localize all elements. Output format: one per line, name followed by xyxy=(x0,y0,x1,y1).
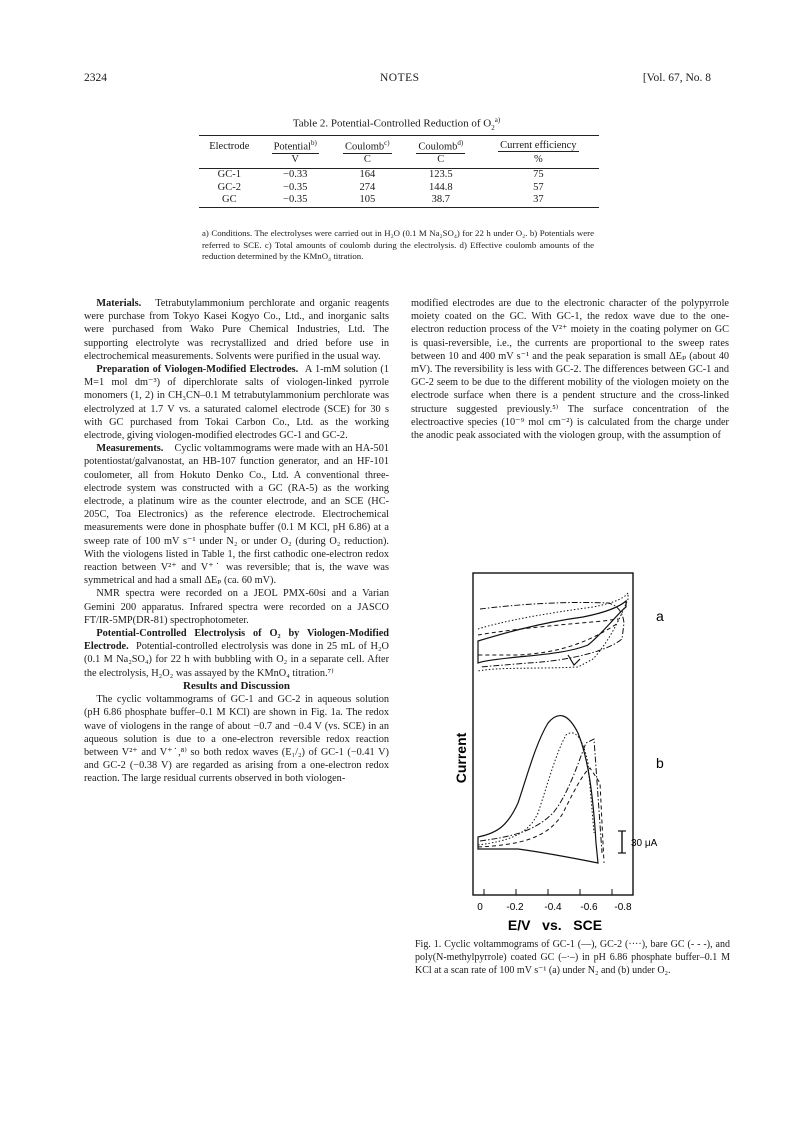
electrolysis-text: Potential-controlled electrolysis was done in 25 mL of H₂O (0.1 M Na₂SO₄) for 22 h with bubbling with O₂ in a separate cell. After the electrolysis, H₂O₂ was assayed by the KMnO₄ titration.⁷⁾ xyxy=(84,641,389,679)
col-header-efficiency xyxy=(478,136,599,154)
x-tick-label: 0 xyxy=(477,902,483,913)
left-column xyxy=(84,297,389,786)
page-number: 2324 xyxy=(84,72,107,84)
table-cell: 38.7 xyxy=(431,194,450,205)
header-sup: d) xyxy=(457,139,464,147)
table-cell: 75 xyxy=(533,169,544,180)
panel-a-label: a xyxy=(656,608,664,624)
table-caption-sub: 2 xyxy=(491,123,495,132)
x-axis-label: E/V vs. SCE xyxy=(507,917,603,933)
panel-b-label: b xyxy=(656,755,664,771)
x-tick-labels xyxy=(477,902,632,913)
col-header-electrode xyxy=(199,136,260,154)
table-row xyxy=(199,182,599,195)
table-cell: 123.5 xyxy=(428,169,453,180)
electrolysis-paragraph xyxy=(84,627,389,680)
measurements-heading: Measurements. xyxy=(96,443,164,455)
x-axis-ticks xyxy=(484,889,612,895)
materials-text: Tetrabutylammonium perchlorate and organic reagents were purchase from Tokyo Kasei Kogyo Co., Ltd., and inorganic salts were purchased from Wako Pure Chemical Industries, Ltd. The supporting electrolyte was recrystallized and dried before use in electrochemical measurements. Solvents were purified in the usual way. xyxy=(84,298,389,362)
table-cell: −0.35 xyxy=(283,194,308,205)
measurements-text: Cyclic voltammograms were made with an HA-501 potentiostat/galvanostat, an HB-107 function generator, and an HF-101 coulometer, all from Hokuto Denko Co., Ltd. A conventional three-electrode system was constructed with a GC (RA-5) as the working electrode, a platinum wire as the counter electrode, and an SCE (HC-205C, Toa Electronics) as the reference electrode. Electrochemical measurements were done in phosphate buffer (0.1 M KCl, pH 6.86) at a sweep rate of 100 mV s⁻¹ under N₂ or under O₂ (during O₂ reduction). With the viologens listed in Table 1, the first cathodic one-electron redox reaction between V²⁺ and V⁺˙ was reversible; that is, the wave was symmetrical and had a small ΔEₚ (ca. 60 mV). xyxy=(84,443,390,587)
preparation-heading: Preparation of Viologen-Modified Electrodes. xyxy=(96,364,299,376)
x-tick-label: -0.4 xyxy=(544,902,562,913)
materials-heading: Materials. xyxy=(96,298,142,309)
y-axis-label: Current xyxy=(453,732,469,784)
scale-bar-label: 30 μA xyxy=(631,838,658,849)
table-cell: GC xyxy=(222,194,237,205)
x-tick-label: -0.6 xyxy=(580,902,598,913)
results-heading: Results and Discussion xyxy=(183,679,290,692)
header-label: Electrode xyxy=(209,140,250,152)
col-header-potential xyxy=(260,136,331,154)
unit-cell: C xyxy=(437,153,445,165)
plot-frame xyxy=(473,573,633,895)
table-caption-sup: a) xyxy=(494,116,501,124)
col-header-coulomb-d xyxy=(404,136,478,154)
table-caption-text: Table 2. Potential-Controlled Reduction of O xyxy=(292,117,492,130)
results-paragraph: The cyclic voltammograms of GC-1 and GC-2 in aqueous solution (pH 6.86 phosphate buffer–0.1 M KCl) are shown in Fig. 1a. The redox wave of viologens in the range of about −0.7 and −0.4 V (vs. SCE) in an aqueous solution is due to a one-electron reversible redox reaction between V²⁺ and V⁺˙,⁸⁾ so both redox waves (E₁/₂) of GC-1 (−0.41 V) and GC-2 (−0.38 V) are regarded as arising from a one-electron redox reaction. The large residual currents observed in both viologen- xyxy=(84,694,389,785)
table-cell: 37 xyxy=(533,194,544,205)
header-sup: c) xyxy=(384,139,390,147)
table-cell: −0.35 xyxy=(283,181,308,193)
unit-cell: V xyxy=(291,153,299,165)
x-tick-label: -0.2 xyxy=(506,902,524,913)
volume-label: [Vol. 67, No. 8 xyxy=(642,72,711,84)
header-sup: b) xyxy=(310,139,317,147)
curve-gc1-b xyxy=(478,716,598,863)
unit-cell: C xyxy=(363,153,371,165)
electrolysis-heading: Potential-Controlled Electrolysis of O₂ by Viologen-Modified Electrode. xyxy=(84,628,389,653)
unit-cell: % xyxy=(533,153,543,165)
materials-paragraph xyxy=(84,297,389,363)
unit-cell xyxy=(199,154,260,169)
col-header-coulomb-c xyxy=(331,136,404,154)
preparation-paragraph xyxy=(84,363,389,442)
nmr-paragraph: NMR spectra were recorded on a JEOL PMX-60si and a Varian Gemini 200 apparatus. Infrared spectra were recorded on a JASCO FT/IR-5MP(DR-81) spectrophotometer. xyxy=(84,588,389,626)
table-row xyxy=(199,169,599,182)
results-table xyxy=(199,135,599,208)
figure-caption: Fig. 1. Cyclic voltammograms of GC-1 (—), GC-2 (····), bare GC (- - -), and poly(N-methylpyrrole) coated GC (–·–) in pH 6.86 phosphate buffer–0.1 M KCl at a scan rate of 100 mV s⁻¹ (a) under N₂ and (b) under O₂. xyxy=(415,939,730,976)
preparation-text: A 1-mM solution (1 M=1 mol dm⁻³) of diperchlorate salts of viologen-linked pyrrole monomers (1, 2) in CH₃CN–0.1 M tetrabutylammonium perchlorate was electrolyzed at 1.7 V vs. a saturated calomel electrode (SCE) for 30 s with GC purchased from Tokai Carbon Co., Ltd. as the working electrode, giving viologen-modified electrodes GC-1 and GC-2. xyxy=(84,364,389,442)
table-cell: 164 xyxy=(359,169,376,180)
curve-polypyrrole-b xyxy=(480,739,602,853)
table-cell: 274 xyxy=(359,181,376,193)
table-caption xyxy=(0,116,793,132)
header-label: Coulomb xyxy=(345,141,385,153)
table-row xyxy=(199,194,599,207)
table-cell: 57 xyxy=(533,181,544,193)
section-title: NOTES xyxy=(380,72,420,84)
right-column xyxy=(411,297,729,442)
panel-a-curves xyxy=(478,593,628,671)
table-cell: −0.33 xyxy=(283,169,308,180)
table-cell: 144.8 xyxy=(428,181,453,193)
table-cell: 105 xyxy=(359,194,376,205)
measurements-paragraph xyxy=(84,442,389,587)
header-label: Potential xyxy=(273,141,311,153)
x-tick-label: -0.8 xyxy=(614,902,632,913)
table-cell: GC-2 xyxy=(217,181,241,193)
table-cell: GC-1 xyxy=(217,169,241,180)
panel-b-curves xyxy=(478,716,604,863)
table-footnotes: a) Conditions. The electrolyses were carried out in H₂O (0.1 M Na₂SO₄) for 22 h under O₂. b) Potentials were referred to SCE. c) Total amounts of coulomb during the electrolysis. d) Effective coulomb amounts of the reduction determined by the KMnO₄ titration. xyxy=(202,228,594,261)
header-label: Coulomb xyxy=(418,141,458,153)
discussion-paragraph: modified electrodes are due to the electronic character of the polypyrrole moiety coated on the GC. With GC-1, the redox wave due to the one-electron reduction process of the V²⁺ moiety in the coating polymer on GC is quasi-reversible, i.e., the currents are proportional to the sweep rates between 10 and 400 mV s⁻¹ and the peak separation is small ΔEₚ (about 40 mV). The reversibility is less with GC-2. The differences between GC-1 and GC-2 seem to be due to the different mobility of the viologen moiety on the electrode surface when there is a pendent structure and the cross-linked structure suggested previously.⁵⁾ The surface concentration of the electroactive species (10⁻⁹ mol cm⁻²) is calculated from the charge under the anodic peak associated with the viologen group, with the assumption of xyxy=(411,298,729,442)
header-label: Current efficiency xyxy=(500,140,577,152)
